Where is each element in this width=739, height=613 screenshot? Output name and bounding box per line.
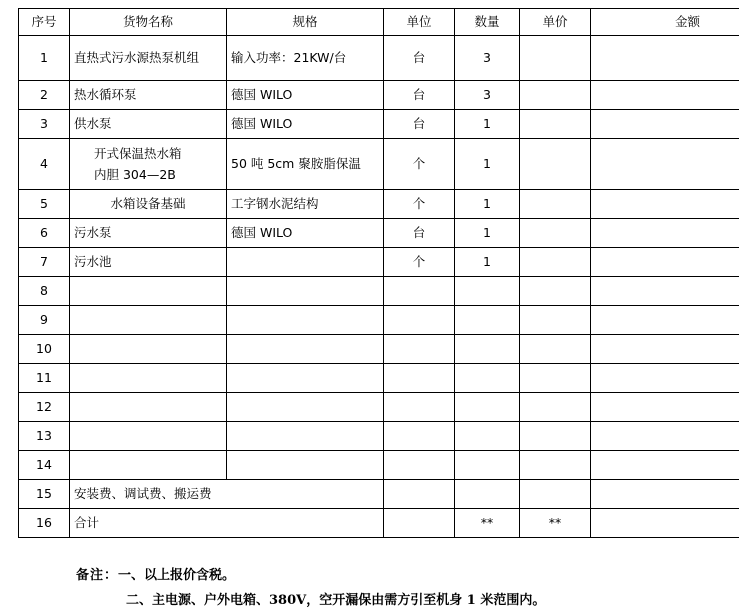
table-row	[19, 306, 739, 335]
cell-unit: 台	[384, 81, 455, 110]
cell-price	[520, 110, 591, 139]
cell-name	[70, 277, 227, 306]
cell-amount	[591, 36, 739, 81]
table-row	[19, 36, 739, 81]
table-row	[19, 480, 739, 509]
cell-qty	[455, 393, 520, 422]
cell-qty: 1	[455, 110, 520, 139]
table-row	[19, 509, 739, 538]
table-row	[19, 277, 739, 306]
table-row	[19, 81, 739, 110]
notes-section	[18, 564, 723, 613]
cell-index: 1	[19, 36, 70, 81]
note-line-1	[18, 564, 723, 589]
cell-price	[520, 364, 591, 393]
cell-qty	[455, 422, 520, 451]
cell-amount	[591, 422, 739, 451]
cell-name: 供水泵	[70, 110, 227, 139]
cell-price	[520, 139, 591, 190]
cell-spec: 德国 WILO	[227, 110, 384, 139]
cell-index: 14	[19, 451, 70, 480]
cell-price	[520, 335, 591, 364]
cell-amount	[591, 480, 739, 509]
cell-name	[70, 139, 227, 190]
cell-qty: 3	[455, 36, 520, 81]
cell-price	[520, 451, 591, 480]
cell-name-line1: 开式保温热水箱	[94, 145, 182, 161]
cell-qty: 1	[455, 139, 520, 190]
cell-index: 12	[19, 393, 70, 422]
cell-name: 水箱设备基础	[70, 190, 227, 219]
cell-spec	[227, 306, 384, 335]
cell-qty	[455, 277, 520, 306]
cell-qty: 1	[455, 190, 520, 219]
cell-amount	[591, 335, 739, 364]
column-header-qty: 数量	[455, 9, 520, 36]
cell-amount	[591, 139, 739, 190]
cell-spec	[227, 335, 384, 364]
table-row	[19, 190, 739, 219]
cell-unit	[384, 509, 455, 538]
table-row	[19, 335, 739, 364]
cell-index: 15	[19, 480, 70, 509]
cell-amount	[591, 451, 739, 480]
cell-price	[520, 277, 591, 306]
column-header-price: 单价	[520, 9, 591, 36]
cell-spec	[227, 393, 384, 422]
cell-unit	[384, 306, 455, 335]
cell-name: 直热式污水源热泵机组	[70, 36, 227, 81]
cell-price	[520, 36, 591, 81]
cell-name	[70, 451, 227, 480]
cell-name	[70, 393, 227, 422]
table-body	[19, 36, 739, 538]
cell-amount	[591, 248, 739, 277]
cell-amount	[591, 393, 739, 422]
cell-price	[520, 190, 591, 219]
cell-price	[520, 306, 591, 335]
cell-unit	[384, 277, 455, 306]
cell-amount	[591, 219, 739, 248]
note-text-1: 一、以上报价含税。	[118, 568, 236, 583]
table-row	[19, 139, 739, 190]
cell-unit: 台	[384, 219, 455, 248]
cell-unit: 个	[384, 139, 455, 190]
cell-unit	[384, 480, 455, 509]
cell-unit	[384, 335, 455, 364]
cell-index: 7	[19, 248, 70, 277]
cell-spec: 50 吨 5cm 聚胺脂保温	[227, 139, 384, 190]
cell-name	[70, 335, 227, 364]
cell-name: 合计	[70, 509, 384, 538]
cell-spec	[227, 451, 384, 480]
cell-name	[70, 364, 227, 393]
cell-name: 安装费、调试费、搬运费	[70, 480, 384, 509]
cell-spec	[227, 277, 384, 306]
column-header-spec: 规格	[227, 9, 384, 36]
cell-price	[520, 81, 591, 110]
cell-index: 10	[19, 335, 70, 364]
cell-name: 热水循环泵	[70, 81, 227, 110]
cell-index: 8	[19, 277, 70, 306]
cell-qty: 1	[455, 219, 520, 248]
table-row	[19, 451, 739, 480]
cell-index: 16	[19, 509, 70, 538]
cell-spec: 输入功率：21KW/台	[227, 36, 384, 81]
cell-amount	[591, 306, 739, 335]
cell-amount	[591, 364, 739, 393]
cell-price	[520, 248, 591, 277]
cell-price	[520, 422, 591, 451]
cell-name-line2: 内胆 304—2B	[94, 167, 176, 182]
note-line-2: 二、主电源、户外电箱、380V，空开漏保由需方引至机身 1 米范围内。	[126, 592, 546, 608]
cell-qty: 3	[455, 81, 520, 110]
cell-unit	[384, 451, 455, 480]
cell-price	[520, 393, 591, 422]
cell-unit: 台	[384, 36, 455, 81]
table-row	[19, 393, 739, 422]
cell-qty: **	[455, 509, 520, 538]
cell-amount	[591, 110, 739, 139]
cell-name	[70, 306, 227, 335]
cell-spec: 德国 WILO	[227, 81, 384, 110]
table-header	[19, 9, 739, 36]
cell-index: 6	[19, 219, 70, 248]
cell-spec: 工字钢水泥结构	[227, 190, 384, 219]
quotation-table	[18, 8, 739, 538]
cell-index: 9	[19, 306, 70, 335]
cell-unit	[384, 393, 455, 422]
cell-qty	[455, 364, 520, 393]
cell-spec	[227, 248, 384, 277]
cell-unit: 台	[384, 110, 455, 139]
table-row	[19, 219, 739, 248]
cell-amount	[591, 509, 739, 538]
cell-price	[520, 219, 591, 248]
cell-index: 13	[19, 422, 70, 451]
table-row	[19, 110, 739, 139]
cell-qty	[455, 451, 520, 480]
cell-spec: 德国 WILO	[227, 219, 384, 248]
column-header-index: 序号	[19, 9, 70, 36]
table-header-row	[19, 9, 739, 36]
cell-qty	[455, 480, 520, 509]
cell-index: 5	[19, 190, 70, 219]
cell-amount	[591, 277, 739, 306]
cell-index: 4	[19, 139, 70, 190]
cell-name: 污水泵	[70, 219, 227, 248]
cell-qty	[455, 335, 520, 364]
column-header-amount: 金额	[591, 9, 739, 36]
cell-price: **	[520, 509, 591, 538]
cell-name	[70, 422, 227, 451]
cell-name: 污水池	[70, 248, 227, 277]
cell-spec	[227, 364, 384, 393]
cell-unit	[384, 364, 455, 393]
cell-index: 2	[19, 81, 70, 110]
cell-unit: 个	[384, 190, 455, 219]
column-header-unit: 单位	[384, 9, 455, 36]
cell-spec	[227, 422, 384, 451]
cell-amount	[591, 81, 739, 110]
cell-unit	[384, 422, 455, 451]
cell-amount	[591, 190, 739, 219]
cell-price	[520, 480, 591, 509]
cell-index: 11	[19, 364, 70, 393]
table-row	[19, 248, 739, 277]
column-header-name: 货物名称	[70, 9, 227, 36]
cell-qty: 1	[455, 248, 520, 277]
table-row	[19, 364, 739, 393]
table-row	[19, 422, 739, 451]
cell-unit: 个	[384, 248, 455, 277]
cell-qty	[455, 306, 520, 335]
notes-label: 备注：	[76, 568, 119, 583]
cell-index: 3	[19, 110, 70, 139]
